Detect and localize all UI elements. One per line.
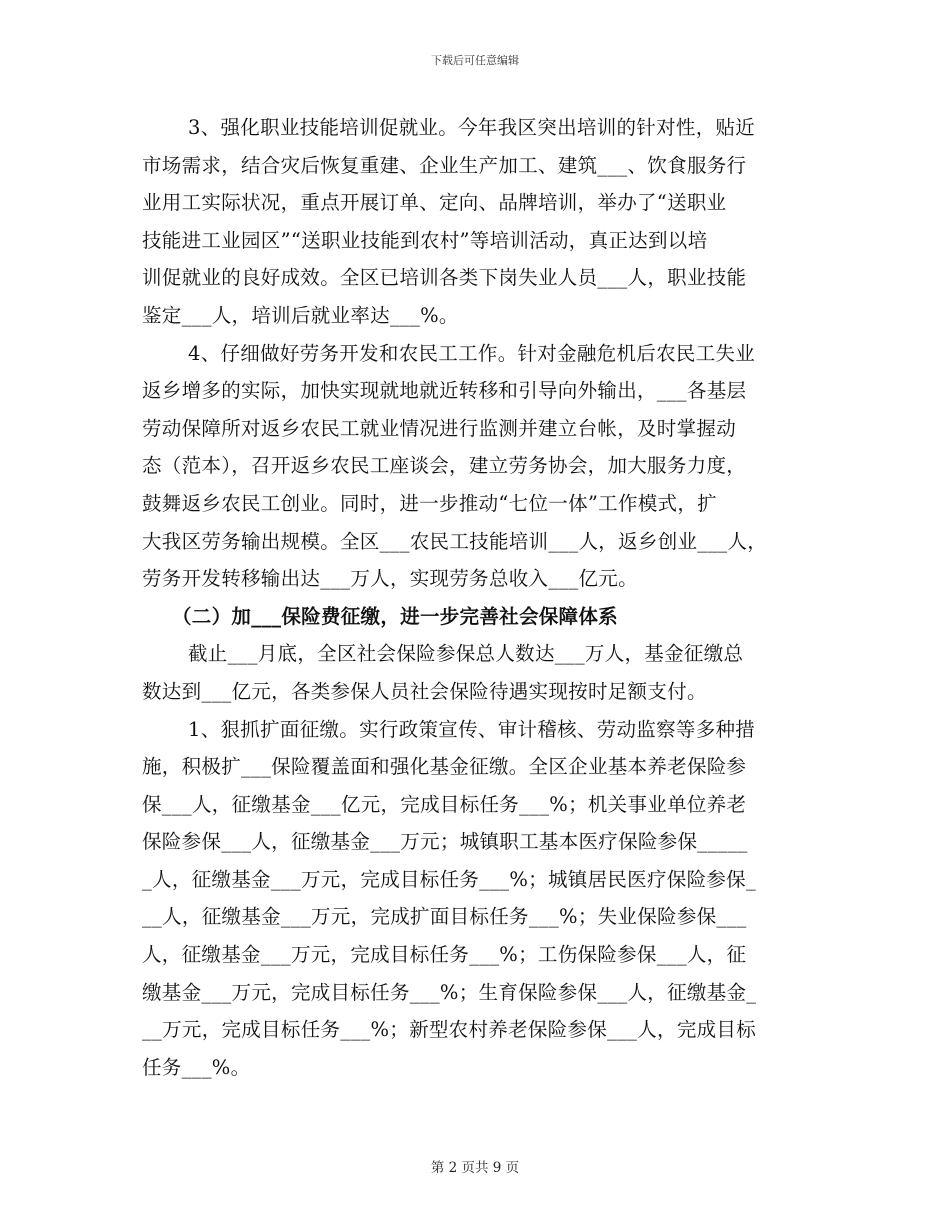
paragraph-line: 人，征缴基金___万元，完成目标任务___%；工伤保险参保___人，征 <box>142 943 747 967</box>
paragraph-line: 1、狠抓扩面征缴。实行政策宣传、审计稽核、劳动监察等多种措 <box>188 717 756 741</box>
paragraph-line: 大我区劳务输出规模。全区___农民工技能培训___人，返乡创业___人， <box>142 529 768 553</box>
paragraph-line: 返乡增多的实际，加快实现就地就近转移和引导向外输出，___各基层 <box>142 379 747 403</box>
paragraph-line: _人，征缴基金___万元，完成目标任务___%；城镇居民医疗保险参保_ <box>142 867 757 891</box>
paragraph-line: 3、强化职业技能培训促就业。今年我区突出培训的针对性，贴近 <box>188 116 756 139</box>
paragraph-line: 缴基金___万元，完成目标任务___%；生育保险参保___人，征缴基金_ <box>142 980 757 1004</box>
paragraph-line: 数达到___亿元，各类参保人员社会保险待遇实现按时足额支付。 <box>142 679 707 703</box>
section-heading: （二）加___保险费征缴，进一步完善社会保障体系 <box>172 604 618 628</box>
paragraph-line: 截止___月底，全区社会保险参保总人数达___万人，基金征缴总 <box>188 642 744 666</box>
paragraph-line: 4、仔细做好劳务开发和农民工工作。针对金融危机后农民工失业 <box>188 341 756 365</box>
page-header: 下载后可任意编辑 <box>431 54 519 67</box>
paragraph-line: 任务___%。 <box>142 1055 251 1079</box>
page-number: 第 2 页共 9 页 <box>430 1160 520 1176</box>
paragraph-line: 训促就业的良好成效。全区已培训各类下岗失业人员___人，职业技能 <box>142 266 747 290</box>
paragraph-line: 鉴定___人，培训后就业率达___%。 <box>142 303 459 327</box>
paragraph-line: 保___人，征缴基金___亿元，完成目标任务___%；机关事业单位养老 <box>142 792 747 816</box>
paragraph-line: __万元，完成目标任务___%；新型农村养老保险参保___人，完成目标 <box>142 1018 757 1042</box>
paragraph-line: 技能进工业园区”“送职业技能到农村”等培训活动，真正达到以培 <box>142 228 708 252</box>
paragraph-line: 业用工实际状况，重点开展订单、定向、品牌培训，举办了“送职业 <box>142 191 727 215</box>
paragraph-line: 态（范本），召开返乡农民工座谈会，建立劳务协会，加大服务力度， <box>142 454 747 478</box>
paragraph-line: 劳动保障所对返乡农民工就业情况进行监测并建立台帐，及时掌握动 <box>142 416 737 440</box>
document-body <box>142 109 810 1086</box>
paragraph-line: 劳务开发转移输出达___万人，实现劳务总收入___亿元。 <box>142 567 638 591</box>
paragraph-line: 保险参保___人，征缴基金___万元；城镇职工基本医疗保险参保_____ <box>142 830 748 854</box>
paragraph-line: 施，积极扩___保险覆盖面和强化基金征缴。全区企业基本养老保险参 <box>142 755 747 779</box>
paragraph-line: __人，征缴基金___万元，完成扩面目标任务___%；失业保险参保___ <box>142 905 747 929</box>
paragraph-line: 鼓舞返乡农民工创业。同时，进一步推动“七位一体”工作模式，扩 <box>142 491 717 515</box>
paragraph-line: 市场需求，结合灾后恢复重建、企业生产加工、建筑___、饮食服务行 <box>142 153 747 177</box>
